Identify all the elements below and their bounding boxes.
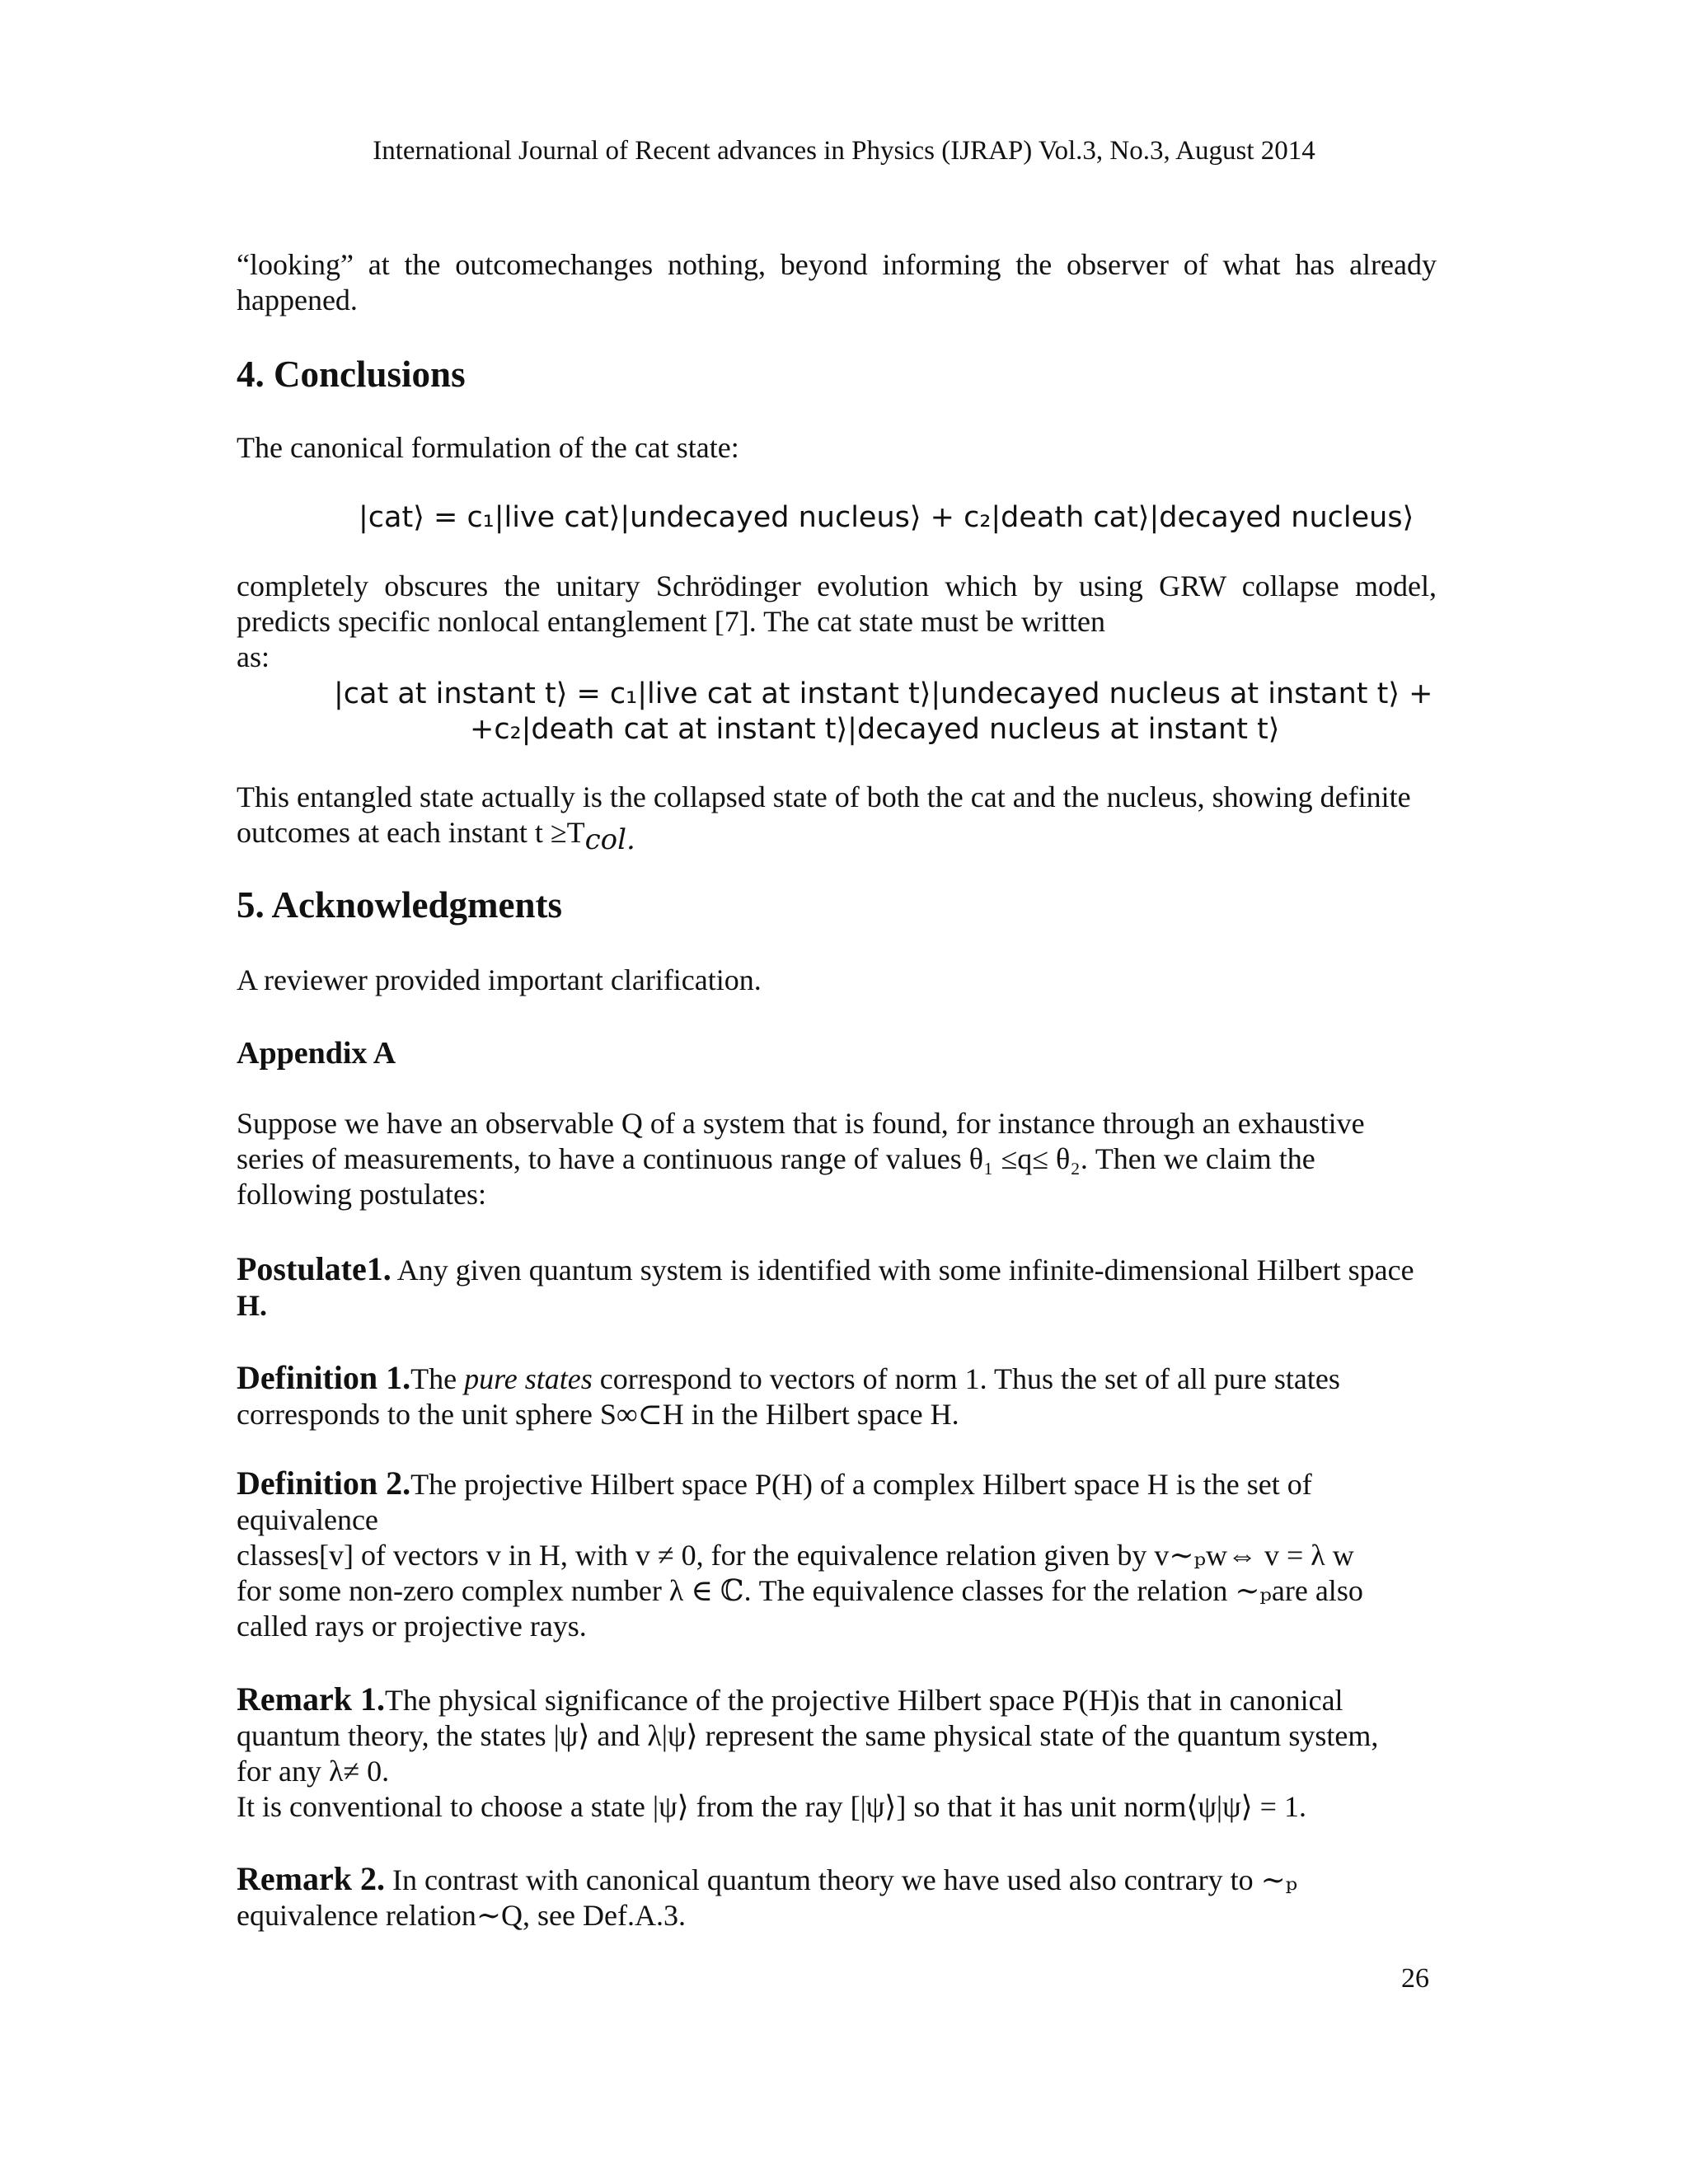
section-4-para3: This entangled state actually is the collapsed state of both the cat and the nucleus, showing definite outcomes at each instant $t \ge T_{col.}$ [237,780,1411,857]
section-4-para2: completely obscures the unitary Schrödinger evolution which by using GRW collapse model, predicts specific nonlocal entanglement [7]. The cat state must be written as: [237,569,1437,673]
intro-paragraph: “looking” at the outcomechanges nothing, beyond informing the observer of what has already happened. [237,248,1437,316]
equation-cat-instant-line2: +c₂|death cat at instant t⟩|decayed nucleus at instant t⟩ [470,713,1280,746]
appendix-a-title: Appendix A [237,1036,396,1071]
remark-2: Remark 2. In contrast with canonical quantum theory we have used also contrary to ∼ₚ equivalence relation∼Q, see Def.A.3. [237,1860,1298,1932]
equation-cat-state: |cat⟩ = c₁|live cat⟩|undecayed nucleus⟩ + c₂|death cat⟩|decayed nucleus⟩ [359,501,1414,534]
section-5-title: 5. Acknowledgments [237,884,563,926]
appendix-intro: Suppose we have an observable Q of a system that is found, for instance through an exhaustive series of measurements, to have a continuous range of values θ₁ ≤q≤ θ₂. Then we claim the following postulates: [237,1107,1365,1211]
equation-cat-instant-line1: |cat at instant t⟩ = c₁|live cat at instant t⟩|undecayed nucleus at instant t⟩ + [334,677,1433,710]
definition-2: Definition 2.The projective Hilbert space P(H) of a complex Hilbert space H is the set of equivalence classes[v] of vectors v in H, with v ≠ 0, for the equivalence relation given by v∼ₚw⇔ v = λ w for some non-zero complex number λ ∈ ℂ. The equivalence classes for the relation ∼ₚare also called rays or projective rays. [237,1465,1363,1643]
section-4-para1: The canonical formulation of the cat state: [237,431,739,464]
postulate-1: Postulate1. Any given quantum system is identified with some infinite-dimensional Hilbert space H. [237,1250,1414,1322]
section-4-title: 4. Conclusions [237,354,466,395]
running-header: International Journal of Recent advances in Physics (IJRAP) Vol.3, No.3, August 2014 [373,136,1315,166]
remark-1: Remark 1.The physical significance of the projective Hilbert space P(H)is that in canonical quantum theory, the states |ψ⟩ and λ|ψ⟩ represent the same physical state of the quantum system, for any λ≠ 0. It is conventional to choose a state |ψ⟩ from the ray [|ψ⟩] so that it has unit norm⟨ψ|ψ⟩ = 1. [237,1680,1379,1823]
definition-1: Definition 1.The pure states correspond to vectors of norm 1. Thus the set of all pure states corresponds to the unit sphere S∞⊂H in the Hilbert space H. [237,1359,1340,1431]
page-number: 26 [1401,1963,1429,1994]
section-5-para: A reviewer provided important clarification. [237,963,762,996]
